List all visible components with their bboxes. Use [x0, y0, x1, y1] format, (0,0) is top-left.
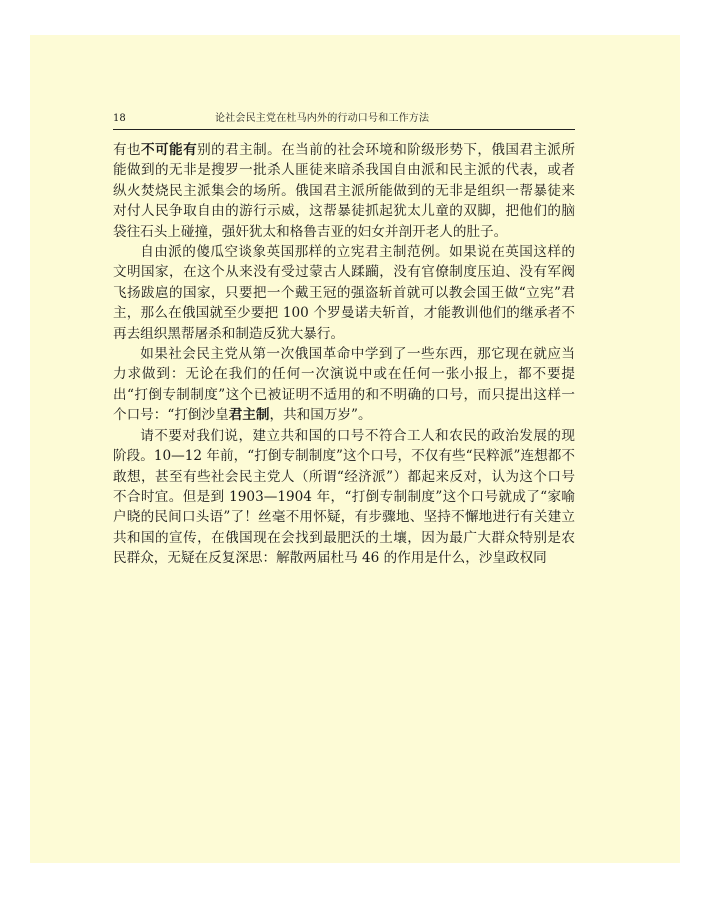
text-run: 请不要对我们说，建立共和国的口号不符合工人和农民的政治发展的现阶段。10—12 年前，“打倒专制制度”这个口号，不仅有些“民粹派”连想都不敢想，甚至有些社会民主党人（所谓“经济派”）都起来反对，认为这个口号不合时宜。但是到 1903—1904 年，“打倒专制制度”这个口号就成了“家喻户晓的民间口头语”了！丝毫不用怀疑，有步骤地、坚持不懈地进行有关建立共和国的宣传，在俄国现在会找到最肥沃的土壤，因为最广大群众特别是农民群众，无疑在反复深思：解散两届杜马 46 的作用是什么，沙皇政权同 — [113, 427, 575, 567]
emphasized-text: 不可能有 — [141, 142, 198, 158]
body-text — [113, 140, 575, 569]
paragraph — [113, 426, 575, 569]
page-number: 18 — [113, 113, 126, 124]
text-run: ，共和国万岁”。 — [269, 407, 372, 424]
text-run: 自由派的傻瓜空谈象英国那样的立宪君主制范例。如果说在英国这样的文明国家，在这个从来没有受过蒙古人蹂躏，没有官僚制度压迫、没有军阀飞扬跋扈的国家，只要把一个戴王冠的强盗斩首就可以教会国王做“立宪”君主，那么在俄国就至少要把 100 个罗曼诺夫斩首，才能教训他们的继承者不再去组织黑帮屠杀和制造反犹大暴行。 — [113, 244, 575, 342]
text-run: 别的君主制。在当前的社会环境和阶级形势下，俄国君主派所能做到的无非是搜罗一批杀人匪徒来暗杀我国自由派和民主派的代表，或者纵火焚烧民主派集会的场所。俄国君主派所能做到的无非是组织一帮暴徒来对付人民争取自由的游行示威，这帮暴徒抓起犹太儿童的双脚，把他们的脑袋往石头上碰撞，强奸犹太和格鲁吉亚的妇女并剖开老人的肚子。 — [113, 142, 576, 240]
paragraph — [113, 140, 575, 242]
text-run: 如果社会民主党从第一次俄国革命中学到了一些东西，那它现在就应当力求做到：无论在我们的任何一次演说中或在任何一张小报上，都不要提出“打倒专制制度”这个已被证明不适用的和不明确的口号，而只提出这样一个口号：“打倒沙皇 — [113, 346, 575, 424]
running-title: 论社会民主党在杜马内外的行动口号和工作方法 — [215, 113, 430, 124]
paragraph — [113, 242, 575, 344]
header-rule — [113, 129, 575, 130]
text-run: 有也 — [113, 142, 142, 158]
emphasized-text: 君主制 — [228, 407, 270, 424]
paragraph — [113, 344, 575, 426]
